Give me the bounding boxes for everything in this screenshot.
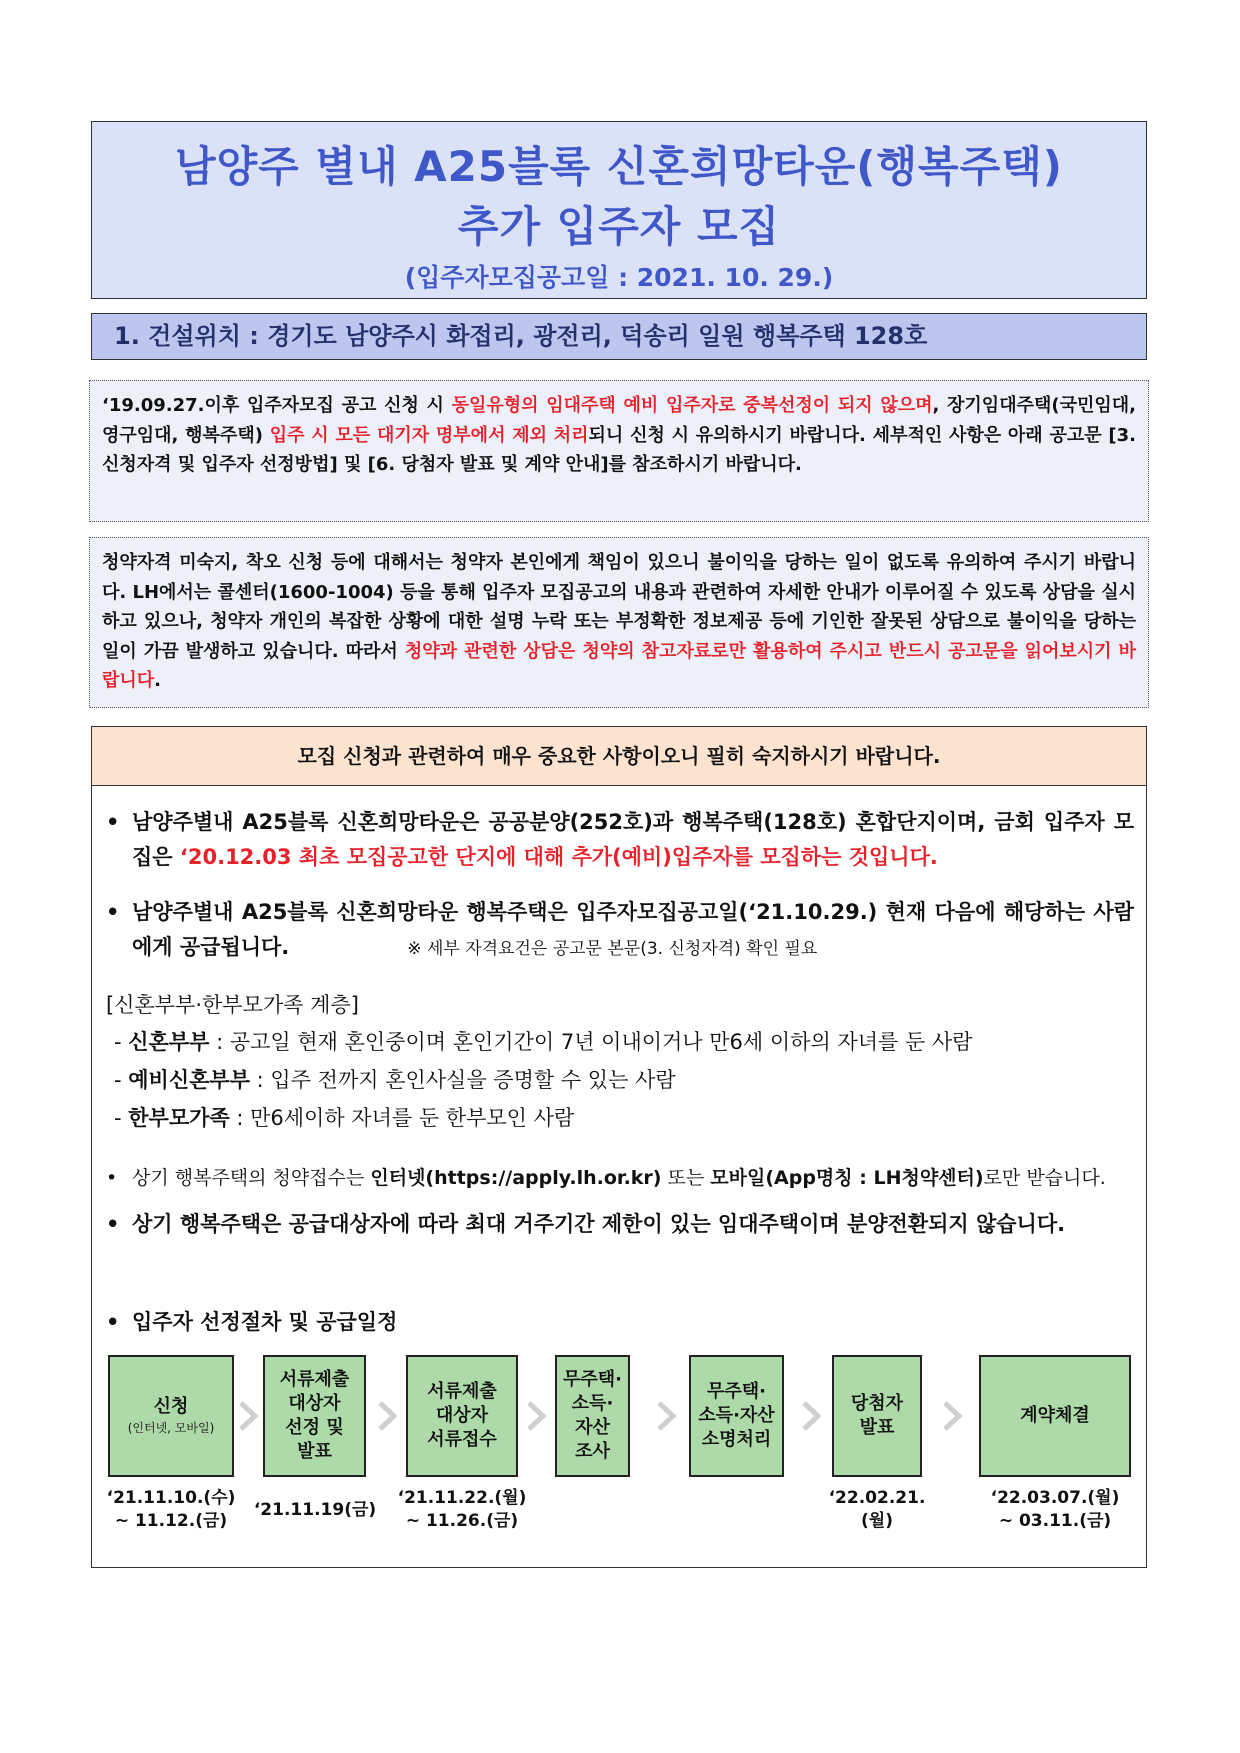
apply-app: 모바일(App명칭 : LH청약센터) [710, 1167, 984, 1189]
important-header: 모집 신청과 관련하여 매우 중요한 사항이오니 필히 숙지하시기 바랍니다. [92, 727, 1146, 786]
date-winner: ‘22.02.21. (월) [828, 1488, 926, 1531]
bullet-dot: • [106, 1310, 120, 1334]
group-item-prospective-newlywed: - 예비신혼부부 : 입주 전까지 혼인사실을 증명할 수 있는 사람 [114, 1068, 676, 1092]
notice1-red-1: 동일유형의 임대주택 예비 입주자로 중복선정이 되지 않으며 [451, 395, 933, 416]
date-apply: ‘21.11.10.(수) ~ 11.12.(금) [106, 1488, 236, 1531]
notice-consultation [89, 537, 1149, 708]
bullet-complex-info [106, 805, 1134, 875]
group-item-single-parent: - 한부모가족 : 만6세이하 자녀를 둔 한부모인 사람 [114, 1106, 575, 1130]
bullet-dot: • [106, 810, 120, 834]
notice2-text-1: 청약자격 미숙지, 착오 신청 등에 대해서는 청약자 본인에게 책임이 있으니 불이익을 당하는 일이 없도록 유의하여 주시기 바랍니다. LH에서는 콜센터(1600-1004) 등을 통해 입주자 모집공고의 내용과 관련하여 자세한 안내가 이루어질 수 있도록 상담을 실시하고 있으나, 청약자 개인의 복잡한 상황에 대한 설명 누락 또는 부정확한 정보제공 등에 기인한 잘못된 상담으로 불이익을 당하는 일이 가끔 발생하고 있습니다. 따라서 [102, 552, 1136, 662]
apply-url: 인터넷(https://apply.lh.or.kr) [370, 1167, 662, 1189]
bullet1-red: ‘20.12.03 최초 모집공고한 단지에 대해 추가(예비)입주자를 모집하는 것입니다. [179, 845, 938, 869]
notice-duplicate-selection [89, 380, 1149, 522]
important-info-frame [91, 726, 1147, 1568]
step-document-target-selection: 서류제출 대상자 선정 및 발표 [263, 1355, 366, 1477]
notice1-text-3: 되니 신청 시 유의하시기 바랍니다. 세부적인 사항은 아래 공고문 [3. 신청자격 및 입주자 선정방법] 및 [6. 당첨자 발표 및 계약 안내]를 참조하시기 바랍니다. [102, 424, 1136, 475]
bullet4-text: 상기 행복주택은 공급대상자에 따라 최대 거주기간 제한이 있는 임대주택이며 분양전환되지 않습니다. [132, 1212, 1066, 1236]
page-subtitle: 추가 입주자 모집 [457, 202, 781, 251]
notice1-text-2: , 장기임대주택(국민임대, 영구임대, 행복주택) [102, 395, 1136, 446]
bullet-dot: • [106, 900, 120, 924]
arrow-right-icon [377, 1401, 399, 1431]
announcement-date: (입주자모집공고일 : 2021. 10. 29.) [404, 263, 834, 292]
notice1-text-1: ‘19.09.27.이후 입주자모집 공고 신청 시 [102, 395, 452, 416]
bullet2-text: 남양주별내 A25블록 신혼희망타운 행복주택은 입주자모집공고일(‘21.10.29.) 현재 다음에 해당하는 사람에게 공급됩니다. [132, 900, 1134, 959]
arrow-right-icon [656, 1401, 678, 1431]
bullet1-text: 남양주별내 A25블록 신혼희망타운은 공공분양(252호)과 행복주택(128호) 혼합단지이며, 금회 입주자 모집은 [132, 810, 1134, 869]
bullet-schedule [106, 1305, 1134, 1340]
step-apply-sub: (인터넷, 모바일) [127, 1421, 215, 1435]
step-explanation: 무주택· 소득·자산 소명처리 [689, 1355, 784, 1477]
step-winner-announcement: 당첨자 발표 [832, 1355, 922, 1477]
bullet-application-channel: • 상기 행복주택의 청약접수는 인터넷(https://apply.lh.or.kr) 또는 모바일(App명칭 : LH청약센터)로만 받습니다. [106, 1161, 1134, 1196]
date-contract: ‘22.03.07.(월) ~ 03.11.(금) [990, 1488, 1120, 1531]
notice1-red-2: 입주 시 모든 대기자 명부에서 제외 처리 [269, 424, 589, 446]
arrow-right-icon [526, 1401, 548, 1431]
step-document-submission: 서류제출 대상자 서류접수 [406, 1355, 518, 1477]
bullet-dot: • [106, 1212, 120, 1236]
date-submission: ‘21.11.22.(월) ~ 11.26.(금) [397, 1488, 527, 1531]
arrow-right-icon [942, 1401, 964, 1431]
bullet-eligibility [106, 895, 1134, 967]
section-location: 1. 건설위치 : 경기도 남양주시 화접리, 광전리, 덕송리 일원 행복주택 128호 [91, 313, 1147, 360]
date-selection: ‘21.11.19(금) [253, 1500, 377, 1520]
step-apply: 신청 (인터넷, 모바일) [108, 1355, 234, 1477]
step-asset-investigation: 무주택· 소득· 자산 조사 [555, 1355, 630, 1477]
bullet-dot: • [106, 1167, 118, 1189]
step-contract: 계약체결 [979, 1355, 1131, 1477]
arrow-right-icon [238, 1401, 260, 1431]
notice2-red: 청약과 관련한 상담은 청약의 참고자료로만 활용하여 주시고 반드시 공고문을 읽어보시기 바랍니다 [102, 640, 1136, 691]
arrow-right-icon [801, 1401, 823, 1431]
title-box [91, 121, 1147, 299]
bullet-residence-limit [106, 1207, 1134, 1242]
group-title: [신혼부부·한부모가족 계층] [106, 993, 359, 1017]
bullet5-text: 입주자 선정절차 및 공급일정 [132, 1310, 398, 1334]
group-item-newlywed: - 신혼부부 : 공고일 현재 혼인중이며 혼인기간이 7년 이내이거나 만6세 이하의 자녀를 둔 사람 [114, 1030, 973, 1054]
bullet2-note: ※ 세부 자격요건은 공고문 본문(3. 신청자격) 확인 필요 [407, 939, 818, 959]
page-title: 남양주 별내 A25블록 신혼희망타운(행복주택) [175, 142, 1063, 191]
notice2-text-2: . [154, 670, 162, 691]
